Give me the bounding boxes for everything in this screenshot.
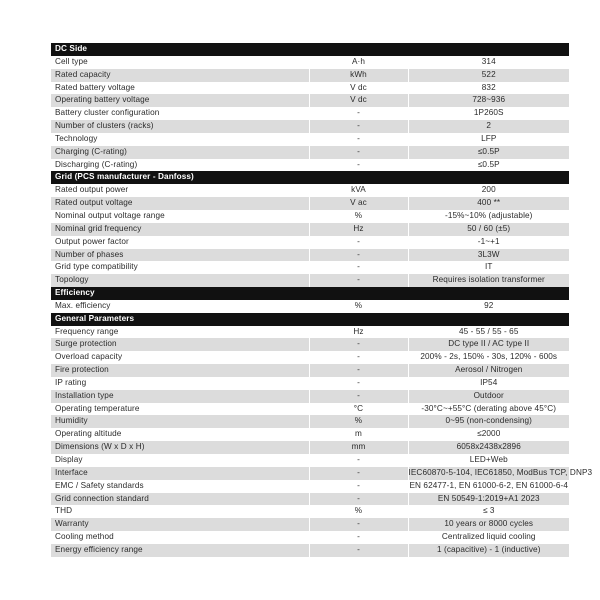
- spec-unit: Hz: [309, 326, 408, 339]
- spec-parameter: Technology: [51, 133, 309, 146]
- spec-row: [51, 441, 569, 454]
- spec-parameter: Operating temperature: [51, 403, 309, 416]
- spec-value: ≤0.5P: [408, 146, 569, 159]
- spec-value: Aerosol / Nitrogen: [408, 364, 569, 377]
- spec-table: [51, 43, 593, 557]
- spec-value: Requires isolation transformer: [408, 274, 569, 287]
- spec-row: [51, 338, 569, 351]
- spec-parameter: THD: [51, 505, 309, 518]
- spec-row: [51, 351, 569, 364]
- section-header: [51, 287, 569, 300]
- spec-parameter: Charging (C-rating): [51, 146, 309, 159]
- spec-value: 2: [408, 120, 569, 133]
- spec-unit: V dc: [309, 82, 408, 95]
- spec-value: EN 50549-1:2019+A1 2023: [408, 493, 569, 506]
- spec-unit: -: [309, 364, 408, 377]
- spec-value: -1~+1: [408, 236, 569, 249]
- spec-unit: -: [309, 480, 408, 493]
- spec-parameter: Number of clusters (racks): [51, 120, 309, 133]
- spec-row: [51, 428, 569, 441]
- spec-row: [51, 518, 569, 531]
- spec-unit: -: [309, 249, 408, 262]
- spec-row: [51, 94, 569, 107]
- spec-value: 832: [408, 82, 569, 95]
- spec-value: 314: [408, 56, 569, 69]
- spec-unit: -: [309, 454, 408, 467]
- spec-unit: Hz: [309, 223, 408, 236]
- spec-row: [51, 480, 569, 493]
- spec-unit: -: [309, 236, 408, 249]
- spec-value: ≤2000: [408, 428, 569, 441]
- spec-row: [51, 454, 569, 467]
- spec-value: Outdoor: [408, 390, 569, 403]
- spec-parameter: Installation type: [51, 390, 309, 403]
- spec-value: 200% - 2s, 150% - 30s, 120% - 600s: [408, 351, 569, 364]
- spec-unit: -: [309, 107, 408, 120]
- spec-row: [51, 107, 569, 120]
- spec-unit: A·h: [309, 56, 408, 69]
- spec-value: IEC60870-5-104, IEC61850, ModBus TCP, DNP3: [408, 467, 569, 480]
- spec-unit: -: [309, 377, 408, 390]
- spec-value: 3L3W: [408, 249, 569, 262]
- spec-value: LFP: [408, 133, 569, 146]
- spec-parameter: Operating altitude: [51, 428, 309, 441]
- spec-parameter: Battery cluster configuration: [51, 107, 309, 120]
- spec-parameter: Grid type compatibility: [51, 261, 309, 274]
- spec-parameter: Discharging (C-rating): [51, 159, 309, 172]
- spec-parameter: Display: [51, 454, 309, 467]
- spec-value: 6058x2438x2896: [408, 441, 569, 454]
- spec-unit: mm: [309, 441, 408, 454]
- spec-parameter: Nominal grid frequency: [51, 223, 309, 236]
- spec-value: 92: [408, 300, 569, 313]
- spec-row: [51, 197, 569, 210]
- spec-parameter: Cell type: [51, 56, 309, 69]
- spec-unit: -: [309, 518, 408, 531]
- spec-unit: -: [309, 133, 408, 146]
- spec-parameter: Surge protection: [51, 338, 309, 351]
- spec-unit: -: [309, 544, 408, 557]
- spec-parameter: Frequency range: [51, 326, 309, 339]
- spec-value: 45 - 55 / 55 - 65: [408, 326, 569, 339]
- spec-row: [51, 223, 569, 236]
- spec-unit: V dc: [309, 94, 408, 107]
- spec-parameter: Warranty: [51, 518, 309, 531]
- spec-row: [51, 159, 569, 172]
- spec-row: [51, 505, 569, 518]
- spec-value: DC type II / AC type II: [408, 338, 569, 351]
- spec-value: 1P260S: [408, 107, 569, 120]
- spec-row: [51, 403, 569, 416]
- spec-row: [51, 390, 569, 403]
- spec-value: 400 **: [408, 197, 569, 210]
- spec-unit: -: [309, 261, 408, 274]
- spec-unit: kVA: [309, 184, 408, 197]
- spec-row: [51, 326, 569, 339]
- spec-unit: -: [309, 338, 408, 351]
- spec-unit: %: [309, 300, 408, 313]
- spec-value: Centralized liquid cooling: [408, 531, 569, 544]
- spec-unit: -: [309, 467, 408, 480]
- spec-row: [51, 69, 569, 82]
- spec-value: -15%~10% (adjustable): [408, 210, 569, 223]
- spec-parameter: Grid connection standard: [51, 493, 309, 506]
- spec-unit: V ac: [309, 197, 408, 210]
- spec-row: [51, 274, 569, 287]
- spec-row: [51, 133, 569, 146]
- spec-parameter: Rated output voltage: [51, 197, 309, 210]
- spec-unit: -: [309, 531, 408, 544]
- spec-unit: %: [309, 505, 408, 518]
- spec-parameter: Overload capacity: [51, 351, 309, 364]
- spec-parameter: Energy efficiency range: [51, 544, 309, 557]
- spec-value: ≤ 3: [408, 505, 569, 518]
- spec-unit: -: [309, 493, 408, 506]
- spec-parameter: Fire protection: [51, 364, 309, 377]
- spec-row: [51, 146, 569, 159]
- spec-parameter: Dimensions (W x D x H): [51, 441, 309, 454]
- spec-parameter: Nominal output voltage range: [51, 210, 309, 223]
- spec-row: [51, 261, 569, 274]
- spec-row: [51, 467, 569, 480]
- spec-row: [51, 56, 569, 69]
- spec-parameter: Rated battery voltage: [51, 82, 309, 95]
- section-header: [51, 171, 569, 184]
- spec-unit: -: [309, 120, 408, 133]
- spec-row: [51, 415, 569, 428]
- spec-row: [51, 120, 569, 133]
- spec-parameter: Output power factor: [51, 236, 309, 249]
- section-title: Grid (PCS manufacturer - Danfoss): [51, 171, 569, 184]
- spec-row: [51, 210, 569, 223]
- spec-parameter: Humidity: [51, 415, 309, 428]
- spec-value: 522: [408, 69, 569, 82]
- spec-value: IP54: [408, 377, 569, 390]
- spec-value: 200: [408, 184, 569, 197]
- spec-unit: -: [309, 159, 408, 172]
- spec-row: [51, 300, 569, 313]
- spec-unit: %: [309, 210, 408, 223]
- section-title: Efficiency: [51, 287, 569, 300]
- section-title: General Parameters: [51, 313, 569, 326]
- spec-value: 50 / 60 (±5): [408, 223, 569, 236]
- spec-row: [51, 236, 569, 249]
- spec-unit: -: [309, 146, 408, 159]
- spec-parameter: Max. efficiency: [51, 300, 309, 313]
- spec-parameter: EMC / Safety standards: [51, 480, 309, 493]
- spec-parameter: Rated capacity: [51, 69, 309, 82]
- spec-row: [51, 82, 569, 95]
- spec-unit: m: [309, 428, 408, 441]
- spec-unit: -: [309, 351, 408, 364]
- spec-parameter: Topology: [51, 274, 309, 287]
- spec-value: IT: [408, 261, 569, 274]
- spec-value: -30°C~+55°C (derating above 45°C): [408, 403, 569, 416]
- section-header: [51, 43, 569, 56]
- spec-value: 728~936: [408, 94, 569, 107]
- spec-value: LED+Web: [408, 454, 569, 467]
- spec-table-body: [51, 43, 593, 557]
- spec-unit: °C: [309, 403, 408, 416]
- spec-value: 10 years or 8000 cycles: [408, 518, 569, 531]
- spec-value: ≤0.5P: [408, 159, 569, 172]
- spec-unit: kWh: [309, 69, 408, 82]
- spec-unit: -: [309, 274, 408, 287]
- spec-unit: %: [309, 415, 408, 428]
- spec-value: 0~95 (non-condensing): [408, 415, 569, 428]
- spec-row: [51, 493, 569, 506]
- spec-row: [51, 531, 569, 544]
- spec-value: 1 (capacitive) - 1 (inductive): [408, 544, 569, 557]
- spec-row: [51, 364, 569, 377]
- spec-parameter: IP rating: [51, 377, 309, 390]
- spec-parameter: Operating battery voltage: [51, 94, 309, 107]
- spec-parameter: Interface: [51, 467, 309, 480]
- spec-parameter: Cooling method: [51, 531, 309, 544]
- spec-parameter: Rated output power: [51, 184, 309, 197]
- spec-row: [51, 184, 569, 197]
- spec-unit: -: [309, 390, 408, 403]
- spec-row: [51, 377, 569, 390]
- spec-row: [51, 544, 569, 557]
- spec-row: [51, 249, 569, 262]
- spec-value: EN 62477-1, EN 61000-6-2, EN 61000-6-4: [408, 480, 569, 493]
- section-header: [51, 313, 569, 326]
- section-title: DC Side: [51, 43, 569, 56]
- spec-parameter: Number of phases: [51, 249, 309, 262]
